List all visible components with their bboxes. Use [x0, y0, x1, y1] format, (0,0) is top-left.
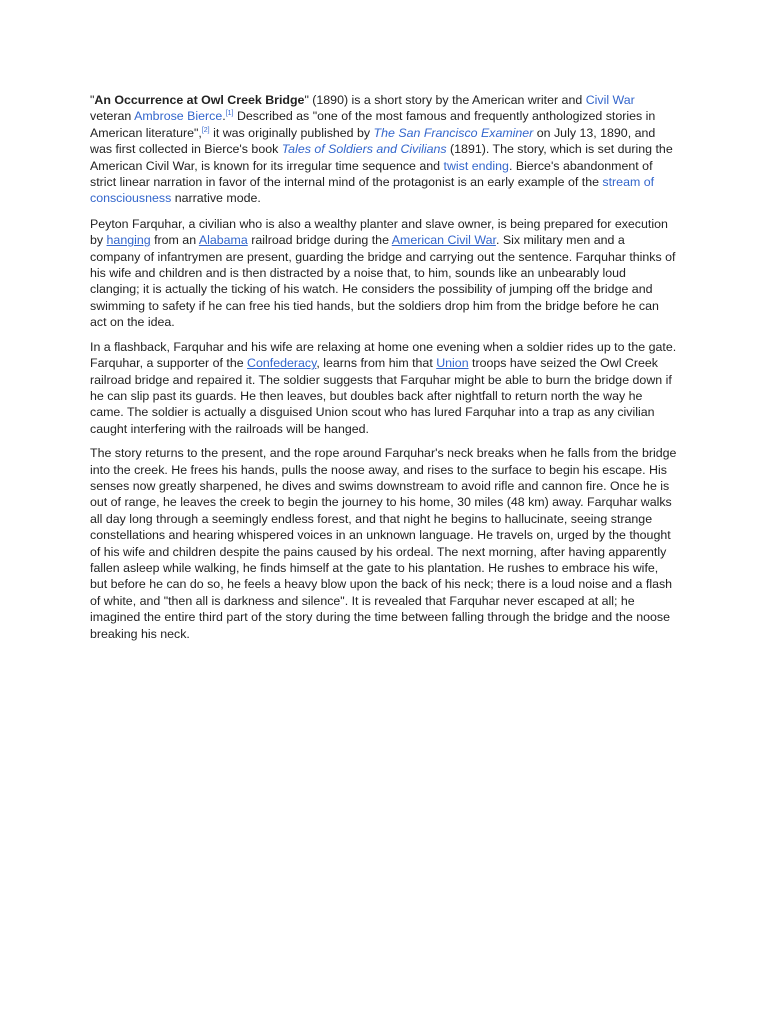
text-segment: railroad bridge during the	[247, 233, 392, 248]
story-title: An Occurrence at Owl Creek Bridge	[94, 93, 305, 107]
intro-paragraph	[90, 92, 678, 207]
text-segment: . Bierce's abandonment of strict linear narration in favor of the internal mind of the protagonist is an early example of the	[90, 158, 653, 190]
link-civil-war[interactable]: Civil War	[585, 93, 635, 107]
text-segment: , learns from him that	[316, 356, 437, 371]
text-segment: In a flashback, Farquhar and his wife are relaxing at home one evening when a soldier rides up to the gate. Farquhar, a supporter of the	[90, 339, 677, 371]
text-segment: (1891). The story, which is set during the American Civil War, is known for its irregular time sequence and	[90, 142, 673, 173]
plot-paragraph-3	[90, 445, 678, 642]
plot-paragraph-2	[90, 339, 678, 437]
link-alabama[interactable]: Alabama	[198, 233, 248, 248]
link-twist-ending[interactable]: twist ending	[443, 158, 509, 173]
link-ambrose-bierce[interactable]: Ambrose Bierce	[134, 109, 223, 124]
text-segment: "	[90, 93, 95, 107]
text-segment: on July 13, 1890, and was first collected in Bierce's book	[90, 125, 656, 157]
citation-1[interactable]: [1]	[225, 110, 234, 118]
link-american-civil-war[interactable]: American Civil War	[391, 233, 496, 248]
link-confederacy[interactable]: Confederacy	[247, 356, 317, 371]
text-segment: . Six military men and a company of infantrymen are present, guarding the bridge and carrying out the sentence. Farquhar thinks of his wife and children and is then distracted by a noise that, to him, sounds like an unbearably loud clanging; it is actually the ticking of his watch. He considers the possibility of jumping off the bridge and swimming to safety if he can free his tied hands, but the soldiers drop him from the bridge before he can act on the idea.	[90, 233, 676, 330]
text-segment: Peyton Farquhar, a civilian who is also a wealthy planter and slave owner, is being prepared for execution by	[90, 216, 668, 248]
text-segment: " (1890) is a short story by the American writer and	[304, 93, 586, 107]
link-san-francisco-examiner[interactable]: The San Francisco Examiner	[373, 125, 534, 140]
text-segment: veteran	[90, 109, 135, 124]
text-segment: it was originally published by	[209, 125, 374, 140]
text-segment: troops have seized the Owl Creek railroad bridge and repaired it. The soldier suggests that Farquhar might be able to burn the bridge down if he can slip past its guards. He then leaves, but doubles back after nightfall to return north the way he came. The soldier is actually a disguised Union scout who has lured Farquhar into a trap as any civilian caught interfering with the railroads will be hanged.	[90, 356, 672, 436]
citation-2[interactable]: [2]	[201, 126, 210, 134]
link-hanging[interactable]: hanging	[106, 233, 151, 248]
text-segment: .	[222, 109, 226, 124]
link-tales-of-soldiers[interactable]: Tales of Soldiers and Civilians	[281, 142, 447, 157]
article-body	[90, 92, 678, 650]
plot-paragraph-1	[90, 216, 678, 331]
text-segment: narrative mode.	[171, 191, 261, 206]
link-union[interactable]: Union	[436, 356, 469, 371]
text-segment: Described as "one of the most famous and frequently anthologized stories in American literature",	[90, 109, 656, 140]
link-stream-of-consciousness[interactable]: stream of consciousness	[90, 175, 655, 206]
text-segment: from an	[150, 233, 199, 248]
text-segment: The story returns to the present, and the rope around Farquhar's neck breaks when he falls from the bridge into the creek. He frees his hands, pulls the noose away, and rises to the surface to begin his escape. His senses now greatly sharpened, he dives and swims downstream to avoid rifle and cannon fire. Once he is out of range, he leaves the creek to begin the journey to his home, 30 miles (48 km) away. Farquhar walks all day long through a seemingly endless forest, and that night he begins to hallucinate, seeing strange constellations and hearing whispered voices in an unknown language. He travels on, urged by the thought of his wife and children despite the pains caused by his ordeal. The next morning, after having apparently fallen asleep while walking, he finds himself at the gate to his plantation. He rushes to embrace his wife, but before he can do so, he feels a heavy blow upon the back of his neck; there is a loud noise and a flash of white, and "then all is darkness and silence". It is revealed that Farquhar never escaped at all; he imagined the entire third part of the story during the time between falling through the bridge and the noose breaking his neck.	[90, 446, 677, 641]
